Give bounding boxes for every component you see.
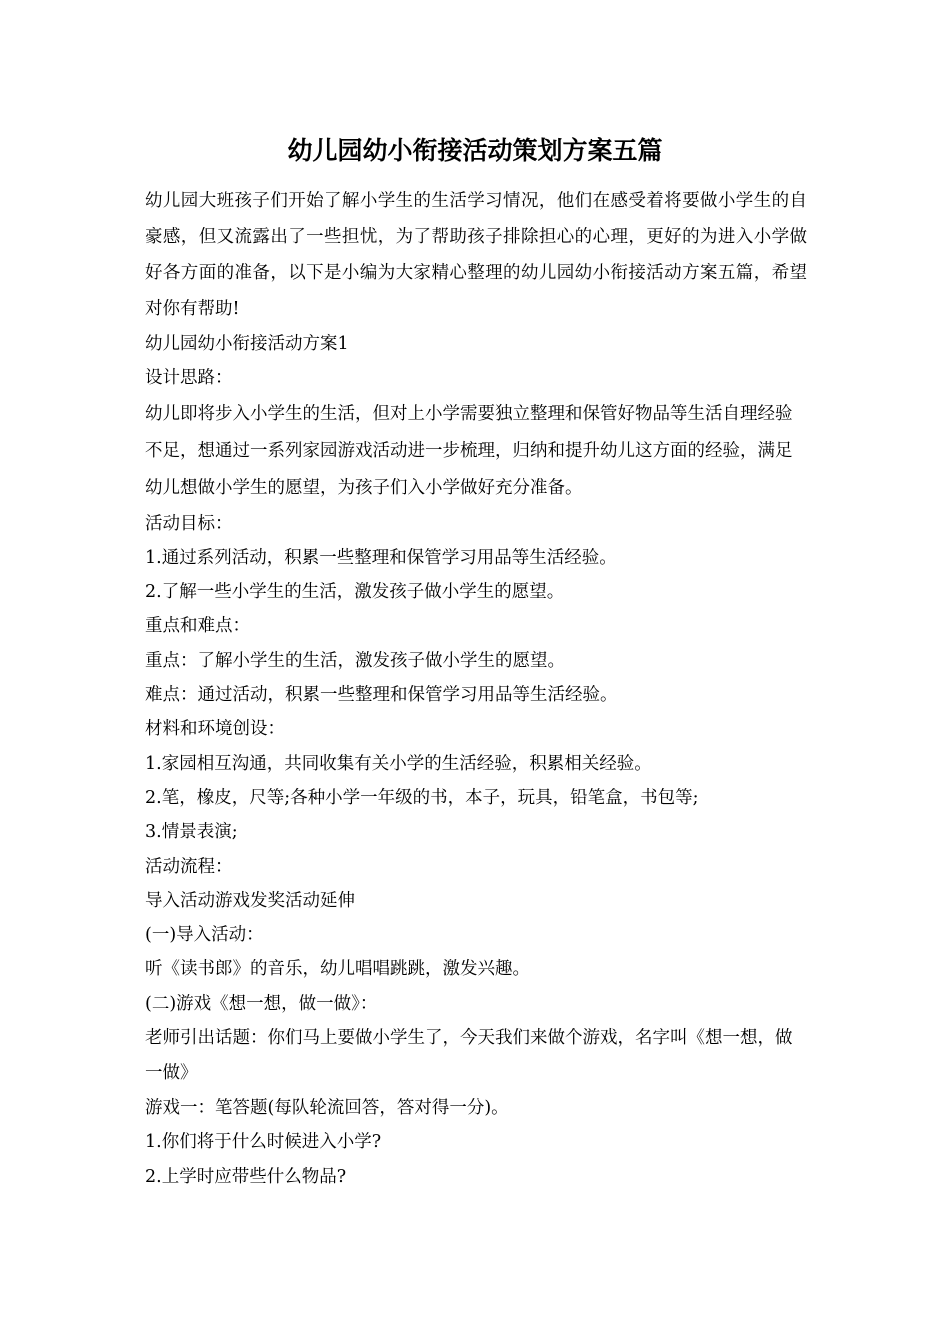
material-item-3: 3.情景表演; (145, 822, 238, 843)
section-2-text: 老师引出话题：你们马上要做小学生了，今天我们来做个游戏，名字叫《想一想，做一做》 (145, 1028, 793, 1084)
design-paragraph: 幼儿即将步入小学生的生活，但对上小学需要独立整理和保管好物品等生活自理经验不足，想通过一系列家园游戏活动进一步梳理，归纳和提升幼儿这方面的经验，满足幼儿想做小学生的愿望，为孩子们入小学做好充分准备。 (145, 403, 793, 498)
key-point: 重点：了解小学生的生活，激发孩子做小学生的愿望。 (145, 650, 565, 671)
key-points-heading: 重点和难点： (145, 616, 250, 637)
material-item-1: 1.家园相互沟通，共同收集有关小学的生活经验，积累相关经验。 (145, 753, 652, 774)
goal-item-2: 2.了解一些小学生的生活，激发孩子做小学生的愿望。 (145, 582, 565, 603)
process-flow: 导入活动游戏发奖活动延伸 (145, 890, 355, 911)
question-2: 2.上学时应带些什么物品? (145, 1166, 347, 1187)
difficult-point: 难点：通过活动，积累一些整理和保管学习用品等生活经验。 (145, 685, 618, 706)
material-item-2: 2.笔，橡皮，尺等;各种小学一年级的书，本子，玩具，铅笔盒，书包等; (145, 787, 699, 808)
goals-heading: 活动目标： (145, 513, 233, 534)
game-1-heading: 游戏一：笔答题(每队轮流回答，答对得一分)。 (145, 1098, 509, 1119)
section-2-heading: (二)游戏《想一想，做一做》： (145, 993, 378, 1014)
question-1: 1.你们将于什么时候进入小学? (145, 1132, 382, 1153)
section-1-text: 听《读书郎》的音乐，幼儿唱唱跳跳，激发兴趣。 (145, 959, 530, 980)
process-heading: 活动流程： (145, 856, 233, 877)
plan1-heading: 幼儿园幼小衔接活动方案1 (145, 334, 349, 354)
goal-item-1: 1.通过系列活动，积累一些整理和保管学习用品等生活经验。 (145, 547, 617, 568)
materials-heading: 材料和环境创设： (145, 719, 285, 740)
design-heading: 设计思路： (145, 368, 233, 389)
section-1-heading: (一)导入活动： (145, 925, 264, 946)
intro-paragraph: 幼儿园大班孩子们开始了解小学生的生活学习情况，他们在感受着将要做小学生的自豪感，但又流露出了一些担忧，为了帮助孩子排除担心的心理，更好的为进入小学做好各方面的准备，以下是小编为大家精心整理的幼儿园幼小衔接活动方案五篇，希望对你有帮助! (145, 191, 807, 319)
document-title: 幼儿园幼小衔接活动策划方案五篇 (287, 136, 663, 165)
document-body (145, 183, 807, 1194)
